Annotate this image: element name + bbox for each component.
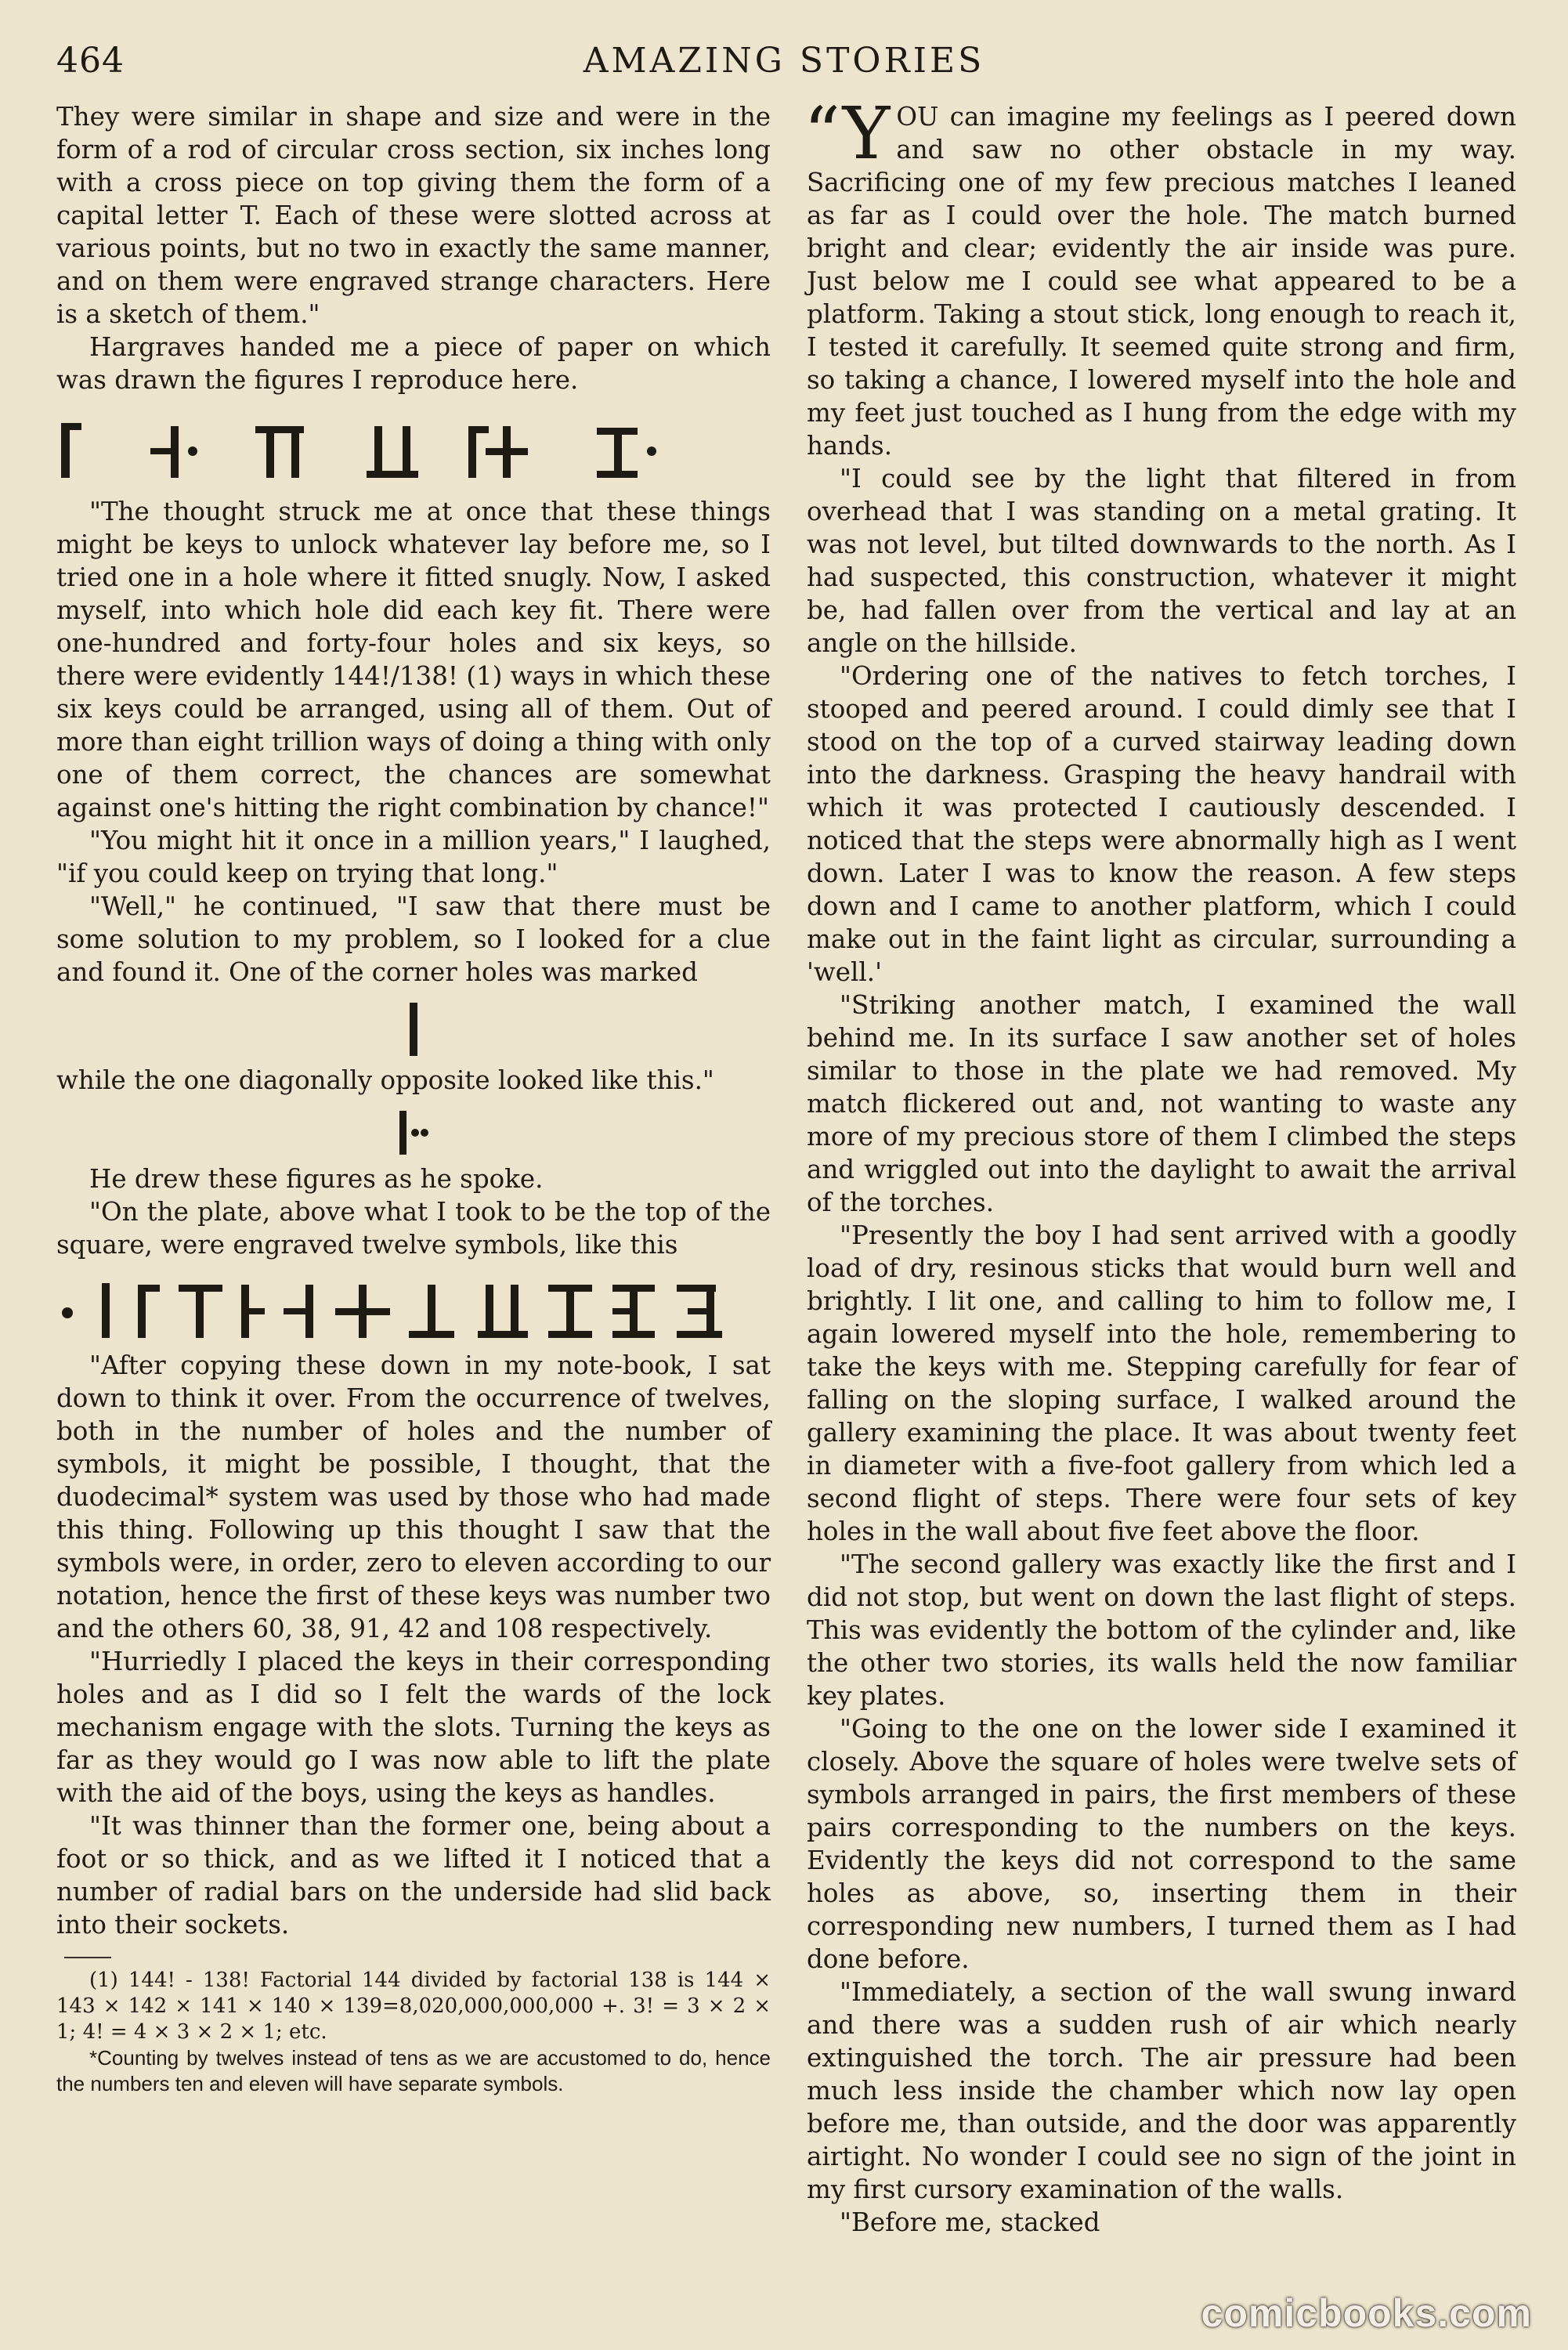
paragraph: "Striking another match, I examined the wall behind me. In its surface I saw another set of holes similar to those in the plate we had removed. My match flickered out and, not wanting to waste any more of my precious store of them I climbed the steps and wriggled out into the daylight to await the arrival of the torches. — [807, 990, 1516, 1217]
paragraph: "Immediately, a section of the wall swung inward and there was a sudden rush of air which nearly extinguished the torch. The air pressure had been much less inside the chamber which now lay open before me, than outside, and the door was apparently airtight. No wonder I could see no sign of the joint in my first cursory examination of the walls. — [807, 1977, 1516, 2204]
paragraph: "Well," he continued, "I saw that there must be some solution to my problem, so I looked for a clue and found it. One of the corner holes was marked — [56, 891, 771, 987]
left-column — [56, 100, 771, 2097]
paragraph: "After copying these down in my note-book, I sat down to think it over. From the occurrence of twelves, both in the number of holes and the number of symbols, it might be possible, I thought, that the duodecimal* system was used by those who had made this thing. Following up this thought I saw that the symbols were, in order, zero to eleven according to our notation, hence the first of these keys was number two and the others 60, 38, 91, 42 and 108 respectively. — [56, 1350, 771, 1643]
twelve-symbols-glyphs — [56, 1274, 771, 1341]
paragraph: "Hurriedly I placed the keys in their corresponding holes and as I did so I felt the wards of the lock mechanism engage with the slots. Turning the keys as far as they would go I was now able to lift the plate with the aid of the boys, using the keys as handles. — [56, 1647, 771, 1808]
paragraph: "I could see by the light that filtered in from overhead that I was standing on a metal grating. It was not level, but tilted downwards to the north. As I had suspected, this construction, whatever it might be, had fallen over from the vertical and lay at an angle on the hillside. — [807, 464, 1516, 658]
paragraph: They were similar in shape and size and were in the form of a rod of circular cross section, six inches long with a cross piece on top giving them the form of a capital letter T. Each of these were slotted across at various points, but no two in exactly the same manner, and on them were engraved strange characters. Here is a sketch of them." — [56, 102, 771, 329]
right-column — [804, 92, 1516, 2239]
key-figures — [56, 414, 771, 484]
paragraph: "Going to the one on the lower side I examined it closely. Above the square of holes were twelve sets of symbols arranged in pairs, the first members of these pairs corresponding to the numbers on the keys. Evidently the keys did not correspond to the same holes as above, so, inserting them in their corresponding new numbers, I turned them as I had done before. — [807, 1714, 1516, 1974]
paragraph: "Presently the boy I had sent arrived with a goodly load of dry, resinous sticks that would burn well and brightly. I lit one, and calling to him to follow me, I again lowered myself into the hole, remembering to take the keys with me. Stepping carefully for fear of falling on the sloping surface, I walked around the gallery examining the place. It was about twenty feet in diameter with a five-foot gallery from which led a second flight of steps. There were four sets of key holes in the wall about five feet above the floor. — [807, 1220, 1516, 1546]
paragraph: "Before me, stacked — [840, 2207, 1100, 2237]
footnote-factorial: (1) 144! - 138! Factorial 144 divided by factorial 138 is 144 × 143 × 142 × 141 × 140 × 139=8,020,000,000,000 +. 3! = 3 × 2 × 1; 4! = 4 × 3 × 2 × 1; etc. — [56, 1969, 771, 2044]
footnote-rule — [64, 1957, 111, 1958]
twelve-symbols — [56, 1274, 771, 1341]
footnote-duodecimal: *Counting by twelves instead of tens as we are accustomed to do, hence the numbers ten and eleven will have separate symbols. — [56, 2046, 771, 2095]
paragraph: while the one diagonally opposite looked like this." — [56, 1065, 714, 1095]
paragraph: "It was thinner than the former one, being about a foot or so thick, and as we lifted it I noticed that a number of radial bars on the underside had slid back into their sockets. — [56, 1811, 771, 1940]
site-watermark: comicbooks.com — [1201, 2291, 1532, 2335]
paragraph: "The thought struck me at once that these things might be keys to unlock whatever lay before me, so I tried one in a hole where it fitted snugly. Now, I asked myself, into which hole did each key fit. There were one-hundred and forty-four holes and six keys, so there were evidently 144!/138! (1) ways in which these six keys could be arranged, using all of them. Out of more than eight trillion ways of doing a thing with only one of them correct, the chances are somewhat against one's hitting the right combination by chance!" — [56, 497, 771, 822]
opposite-mark-glyph — [390, 1104, 437, 1159]
paragraph: Hargraves handed me a piece of paper on which was drawn the figures I reproduce here. — [56, 332, 771, 395]
page-header — [56, 41, 1512, 88]
corner-mark-glyph — [398, 998, 429, 1061]
key-figures-glyphs — [56, 414, 771, 484]
paragraph: "On the plate, above what I took to be the top of the square, were engraved twelve symbols, like this — [56, 1197, 771, 1260]
corner-mark-figure — [56, 998, 771, 1064]
page-number: 464 — [56, 41, 125, 81]
drop-cap: “Y — [804, 92, 891, 175]
paragraph: "Ordering one of the natives to fetch torches, I stooped and peered around. I could dimly see that I stood on the top of a curved stairway leading down into the darkness. Grasping the heavy handrail with which it was protected I cautiously descended. I noticed that the steps were abnormally high as I went down. Later I was to know the reason. A few steps down and I came to another platform, which I could make out in the faint light as circular, surrounding a 'well.' — [807, 661, 1516, 987]
paragraph: "You might hit it once in a million years," I laughed, "if you could keep on trying that long." — [56, 826, 771, 888]
opposite-mark-figure — [56, 1104, 771, 1162]
paragraph: He drew these figures as he spoke. — [89, 1164, 544, 1194]
paragraph: "The second gallery was exactly like the first and I did not stop, but went on down the last flight of steps. This was evidently the bottom of the cylinder and, like the other two stories, its walls held the now familiar key plates. — [807, 1549, 1516, 1711]
paragraph-opening: “Y OU can imagine my feelings as I peered down and saw no other obstacle in my way. Sacrificing one of my few precious matches I leaned as far as I could over the hole. The match burned bright and clear; evidently the air inside was pure. Just below me I could see what appeared to be a platform. Taking a stout stick, long enough to reach it, I tested it carefully. It seemed quite strong and firm, so taking a chance, I lowered myself into the hole and my feet just touched as I hung from the edge with my hands. — [804, 92, 1516, 461]
running-title: AMAZING STORIES — [583, 41, 985, 81]
